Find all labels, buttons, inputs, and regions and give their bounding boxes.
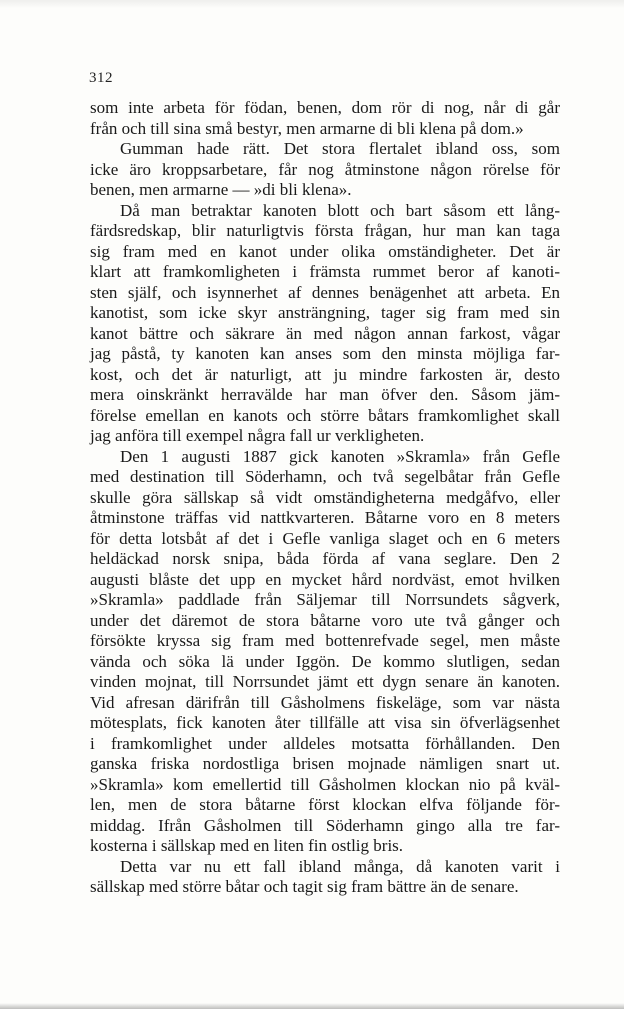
text-line: jag påstå, ty kanoten kan anses som den minsta möjliga far- [90,344,560,363]
text-line: skulle göra sällskap så vidt omständigheterna medgåfvo, eller [90,487,560,507]
text-line: förelse emellan en kanots och större båtars framkomlighet skall [90,405,560,425]
text-line: försökte kryssa sig fram med bottenrefvade segel, men måste [90,631,560,650]
text-line: sten själf, och isynnerhet af dennes benägenhet att arbeta. En [90,282,560,302]
paragraph-start-line: Detta var nu ett fall ibland många, då kanoten varit i [120,856,560,876]
text-line: kosterna i sällskap med en liten fin ostlig bris. [90,836,404,855]
scan-edge-bottom [0,1003,624,1009]
text-line: vända och söka lä under Iggön. De kommo slutligen, sedan [90,651,560,671]
text-line: len, men de stora båtarne först klockan elfva följande för- [90,795,560,814]
paragraph-start-line: Gumman hade rätt. Det stora flertalet ibland oss, som [120,139,560,158]
text-line: med destination till Söderhamn, och två segelbåtar från Gefle [90,467,560,486]
text-line: från och till sina små bestyr, men armarne di bli klena på dom.» [90,118,524,138]
paragraph-start-line: Då man betraktar kanoten blott och bart såsom ett lång- [120,200,560,220]
text-line: sällskap med större båtar och tagit sig fram bättre än de senare. [90,877,519,896]
text-line: jag anföra till exempel några fall ur verkligheten. [90,426,425,445]
page-number: 312 [89,70,113,86]
text-line: icke äro kroppsarbetare, får nog åtminstone någon rörelse för [90,159,560,179]
text-line: »Skramla» kom emellertid till Gåsholmen klockan nio på kväl- [90,774,560,794]
text-line: kost, och det är naturligt, att ju mindre farkosten är, desto [90,364,560,384]
text-line: klart att framkomligheten i främsta rummet beror af kanoti- [90,262,560,281]
text-line: middag. Ifrån Gåsholmen till Söderhamn gingo alla tre far- [90,815,560,835]
text-line: mötesplats, fick kanoten åter tillfälle att visa sin öfverlägsenhet [90,713,560,732]
text-line: färdsredskap, blir naturligtvis första frågan, hur man kan taga [90,221,560,240]
text-line: ganska friska nordostliga brisen mojnade nämligen snart ut. [90,754,560,773]
scan-edge-top [0,0,624,8]
text-line: under det däremot de stora båtarne voro ute två gånger och [90,610,560,630]
paragraph-start-line: Den 1 augusti 1887 gick kanoten »Skramla» från Gefle [120,446,560,466]
text-line: för detta lotsbåt af det i Gefle vanliga slaget och en 6 meters [90,528,560,548]
body-text [90,98,560,898]
text-line: i framkomlighet under alldeles motsatta förhållanden. Den [90,733,560,753]
text-line: mera oinskränkt herravälde har man öfver den. Såsom jäm- [90,385,560,404]
text-line: »Skramla» paddlade från Säljemar till Norrsundets sågverk, [90,590,560,609]
text-line: heldäckad norsk snipa, båda förda af vana seglare. Den 2 [90,549,560,568]
text-line: vinden mojnat, till Norrsundet jämt ett dygn senare än kanoten. [90,672,560,691]
text-line: Vid afresan därifrån till Gåsholmens fiskeläge, som var nästa [90,692,560,712]
text-line: som inte arbeta för födan, benen, dom rör di nog, når di går [90,98,560,117]
text-line: benen, men armarne — »di bli klena». [90,180,352,199]
text-line: sig fram med en kanot under olika omständigheter. Det är [90,241,560,261]
text-line: kanot bättre och säkrare än med någon annan farkost, vågar [90,323,560,343]
text-line: augusti blåste det upp en mycket hård nordväst, emot hvilken [90,569,560,589]
text-line: åtminstone träffas vid nattkvarteren. Båtarne voro en 8 meters [90,508,560,527]
text-line: kanotist, som icke skyr ansträngning, tager sig fram med sin [90,303,560,322]
